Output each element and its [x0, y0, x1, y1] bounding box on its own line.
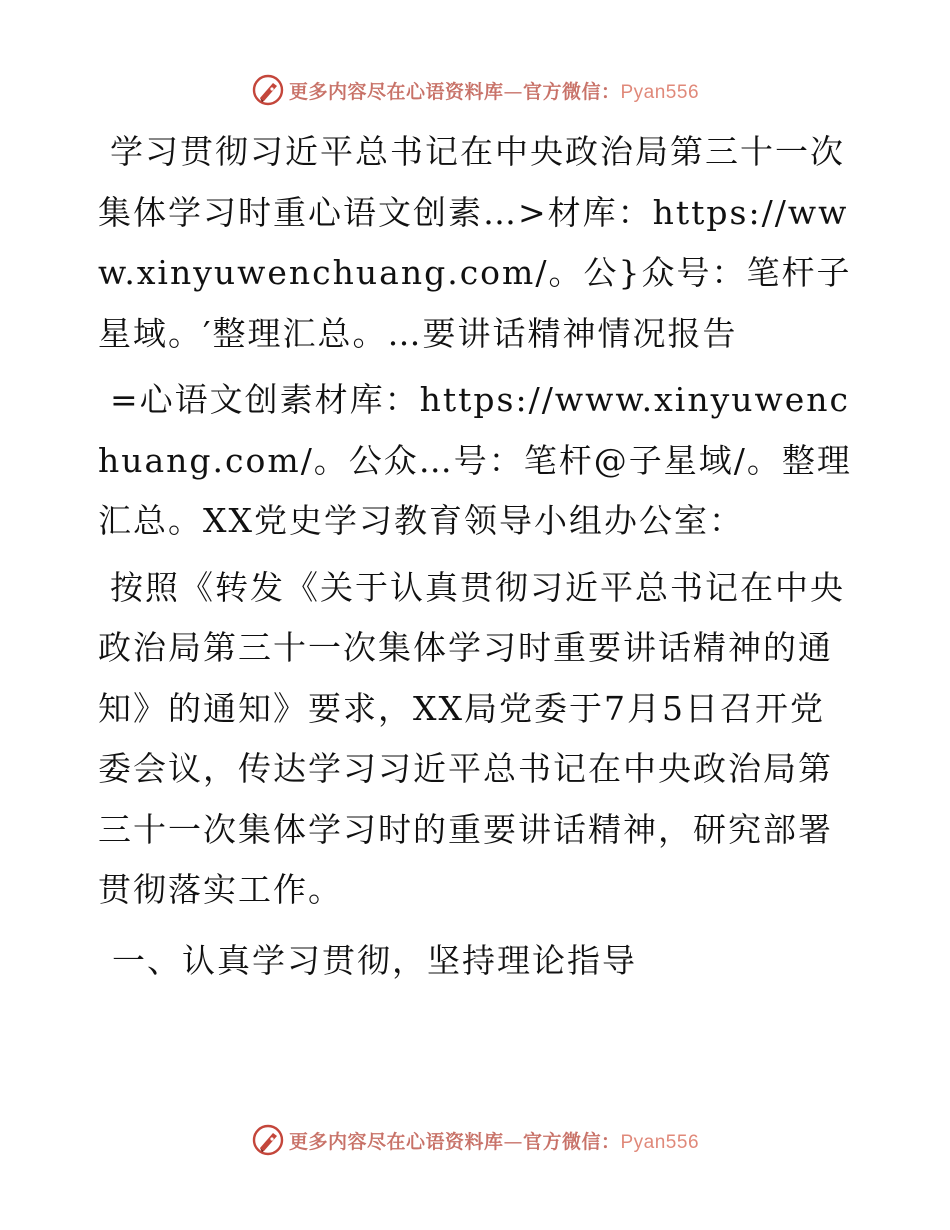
pen-logo-icon — [251, 73, 285, 107]
pen-logo-icon — [251, 1123, 285, 1157]
document-body — [98, 122, 858, 991]
footer-watermark — [0, 1120, 950, 1160]
paragraph-title: 学习贯彻习近平总书记在中央政治局第三十一次集体学习时重心语文创素…>材库：https://www.xinyuwenchuang.com/。公}众号：笔杆子星域。′整理汇总。…要讲话精神情况报告 — [98, 132, 852, 353]
section-heading: 一、认真学习贯彻，坚持理论指导 — [112, 940, 637, 980]
watermark-text: 更多内容尽在心语资料库—官方微信：Pyan556 — [288, 1130, 700, 1153]
paragraph-body: 按照《转发《关于认真贯彻习近平总书记在中央政治局第三十一次集体学习时重要讲话精神的通知》的通知》要求，XX局党委于7月5日召开党委会议，传达学习习近平总书记在中央政治局第三十一次集体学习时的重要讲话精神，研究部署贯彻落实工作。 — [98, 567, 845, 909]
paragraph-addressee: =心语文创素材库：https://www.xinyuwenchuang.com/。公众…号：笔杆@子星域/。整理汇总。XX党史学习教育领导小组办公室： — [98, 380, 852, 540]
watermark-text: 更多内容尽在心语资料库—官方微信：Pyan556 — [288, 80, 700, 103]
header-watermark — [0, 70, 950, 110]
